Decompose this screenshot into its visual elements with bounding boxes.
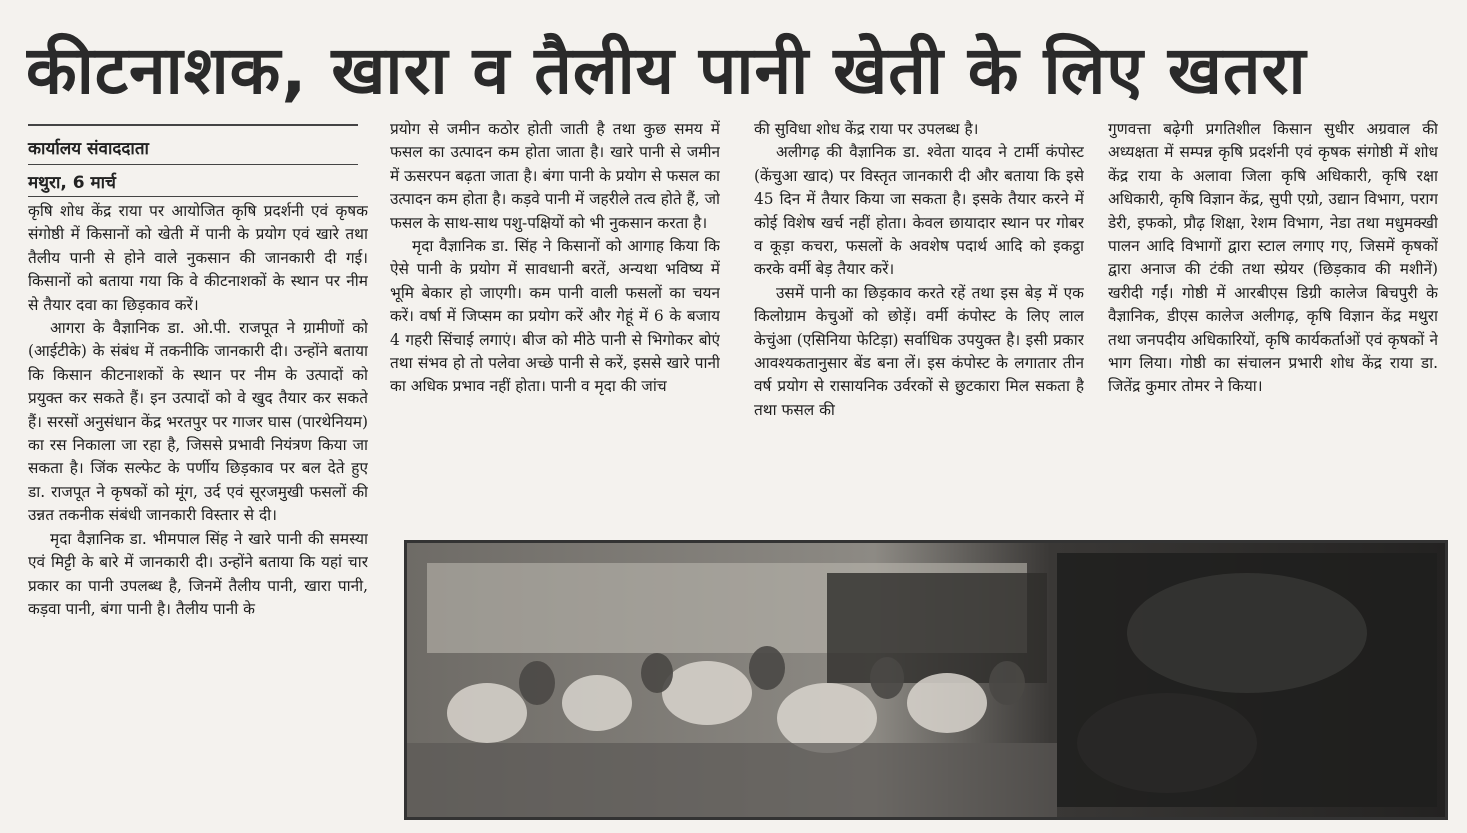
paragraph: प्रयोग से जमीन कठोर होती जाती है तथा कुछ समय में फसल का उत्पादन कम होता जाता है। खारे पानी से जमीन में ऊसरपन बढ़ता जाता है। बंगा पानी के प्रयोग से फसल का उत्पादन कम होता है। कड़वे पानी में जहरीले तत्व होते हैं, जो फसल के साथ-साथ पशु-पक्षियों को भी नुकसान करता है। xyxy=(390,120,720,232)
reporter-byline: कार्यालय संवाददाता xyxy=(28,139,149,159)
news-photo xyxy=(404,540,1448,820)
article-column-1 xyxy=(28,200,368,808)
paragraph: गुणवत्ता बढ़ेगी प्रगतिशील किसान सुधीर अग्रवाल की अध्यक्षता में सम्पन्न कृषि प्रदर्शनी एवं कृषक संगोष्ठी में शोध केंद्र राया के अलावा जिला कृषि अधिकारी, कृषि रक्षा अधिकारी, कृषि विज्ञान केंद्र, सुपी एग्रो, उद्यान विभाग, पराग डेरी, इफको, प्रौढ़ शिक्षा, रेशम विभाग, नेडा तथा मधुमक्खी पालन आदि विभागों द्वारा स्टाल लगाए गए, जिसमें कृषकों द्वारा अनाज की टंकी तथा स्प्रेयर (छिड़काव की मशीनें) खरीदी गईं। गोष्ठी में आरबीएस डिग्री कालेज बिचपुरी के वैज्ञानिक, डीएस कालेज अलीगढ़, कृषि विज्ञान केंद्र मथुरा तथा जनपदीय अधिकारियों, कृषि कार्यकर्ताओं एवं कृषकों ने भाग लिया। गोष्ठी का संचालन प्रभारी शोध केंद्र राया डा. जितेंद्र कुमार तोमर ने किया। xyxy=(1108,120,1438,396)
paragraph: अलीगढ़ की वैज्ञानिक डा. श्वेता यादव ने टार्मी कंपोस्ट (केंचुआ खाद) पर विस्तृत जानकारी दी और बताया कि इसे 45 दिन में तैयार किया जा सकता है। इसके तैयार करने में कोई विशेष खर्च नहीं होता। केवल छायादार स्थान पर गोबर व कूड़ा कचरा, फसलों के अवशेष पदार्थ आदि को इकट्ठा करके वर्मी बेड़ तैयार करें। xyxy=(754,143,1084,279)
paragraph: की सुविधा शोध केंद्र राया पर उपलब्ध है। xyxy=(754,120,979,138)
paragraph: मृदा वैज्ञानिक डा. भीमपाल सिंह ने खारे पानी की समस्या एवं मिट्टी के बारे में जानकारी दी। उन्होंने बताया कि यहां चार प्रकार का पानी उपलब्ध है, जिनमें तैलीय पानी, खारा पानी, कड़वा पानी, बंगा पानी है। तैलीय पानी के xyxy=(28,529,368,618)
photo-image xyxy=(407,543,1445,817)
headline: कीटनाशक, खारा व तैलीय पानी खेती के लिए खतरा xyxy=(26,32,1307,109)
paragraph: उसमें पानी का छिड़काव करते रहें तथा इस बेड़ में एक किलोग्राम केचुओं को छोड़ें। वर्मी कंपोस्ट के लिए लाल केचुंआ (एसिनिया फेटिड़ा) सर्वाधिक उपयुक्त है। इसी प्रकार आवश्यकतानुसार बेंड बना लें। इस कंपोस्ट के लगातार तीन वर्ष प्रयोग से रासायनिक उर्वरकों से छुटकारा मिल सकता है तथा फसल की xyxy=(754,283,1084,419)
paragraph: मृदा वैज्ञानिक डा. सिंह ने किसानों को आगाह किया कि ऐसे पानी के प्रयोग में सावधानी बरतें, अन्यथा भविष्य में भूमि बेकार हो जाएगी। कम पानी वाली फसलों का चयन करें। वर्षा में जिप्सम का प्रयोग करें और गेहूं में 6 के बजाय 4 गहरी सिंचाई लगाएं। बीज को मीठे पानी से भिगोकर बोएं तथा संभव हो तो पलेवा अच्छे पानी से करें, इससे खारे पानी का अधिक प्रभाव नहीं होता। पानी व मृदा की जांच xyxy=(390,237,720,396)
byline-rule xyxy=(28,164,358,165)
article-column-4 xyxy=(1108,118,1438,518)
article-column-3 xyxy=(754,118,1084,528)
headline-rule xyxy=(28,124,358,126)
dateline-rule xyxy=(28,196,358,197)
dateline: मथुरा, 6 मार्च xyxy=(28,173,116,193)
article-column-2 xyxy=(390,118,720,530)
paragraph: कृषि शोध केंद्र राया पर आयोजित कृषि प्रदर्शनी एवं कृषक संगोष्ठी में किसानों को खेती में पानी के प्रयोग एवं खारे तथा तैलीय पानी से होने वाले नुकसान की जानकारी दी गई। किसानों को बताया गया कि वे कीटनाशकों के स्थान पर नीम से तैयार दवा का छिड़काव करें। xyxy=(28,202,368,314)
paragraph: आगरा के वैज्ञानिक डा. ओ.पी. राजपूत ने ग्रामीणों को (आईटीके) के संबंध में तकनीकि जानकारी दी। उन्होंने बताया कि किसान कीटनाशकों के स्थान पर नीम के उत्पादों को प्रयुक्त कर सकते हैं। इन उत्पादों को वे खुद तैयार कर सकते हैं। सरसों अनुसंधान केंद्र भरतपुर पर गाजर घास (पारथेनियम) का रस निकाला जा रहा है, जिससे प्रभावी नियंत्रण किया जा सकता है। जिंक सल्फेट के पर्णीय छिड़काव पर बल देते हुए डा. राजपूत ने कृषकों को मूंग, उर्द एवं सूरजमुखी फसलों की उन्नत तकनीक संबंधी जानकारी विस्तार से दी। xyxy=(28,319,368,525)
